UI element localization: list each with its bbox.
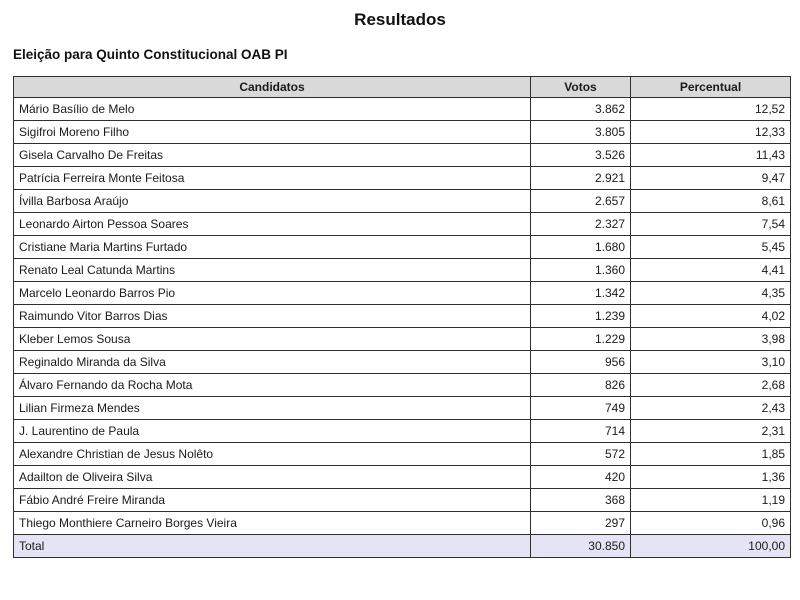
votes-cell: 2.657: [531, 190, 631, 213]
votes-cell: 2.327: [531, 213, 631, 236]
table-row: [14, 259, 791, 282]
percent-cell: 1,85: [631, 443, 791, 466]
table-row: [14, 213, 791, 236]
candidate-name-cell: Renato Leal Catunda Martins: [14, 259, 531, 282]
header-row: [14, 77, 791, 98]
column-header-percentual: Percentual: [631, 77, 791, 98]
candidate-name-cell: Marcelo Leonardo Barros Pio: [14, 282, 531, 305]
votes-cell: 368: [531, 489, 631, 512]
candidate-name-cell: Álvaro Fernando da Rocha Mota: [14, 374, 531, 397]
table-row: [14, 328, 791, 351]
table-row: [14, 190, 791, 213]
candidate-name-cell: Patrícia Ferreira Monte Feitosa: [14, 167, 531, 190]
percent-cell: 2,43: [631, 397, 791, 420]
candidate-name-cell: Ívilla Barbosa Araújo: [14, 190, 531, 213]
candidate-name-cell: Fábio André Freire Miranda: [14, 489, 531, 512]
votes-cell: 1.239: [531, 305, 631, 328]
candidate-name-cell: Adailton de Oliveira Silva: [14, 466, 531, 489]
votes-cell: 826: [531, 374, 631, 397]
percent-cell: 3,10: [631, 351, 791, 374]
candidate-name-cell: Lilian Firmeza Mendes: [14, 397, 531, 420]
results-table-header: [14, 77, 791, 98]
percent-cell: 0,96: [631, 512, 791, 535]
votes-cell: 2.921: [531, 167, 631, 190]
table-row: [14, 420, 791, 443]
candidate-name-cell: Mário Basílio de Melo: [14, 98, 531, 121]
candidate-name-cell: Cristiane Maria Martins Furtado: [14, 236, 531, 259]
votes-cell: 1.342: [531, 282, 631, 305]
table-row: [14, 236, 791, 259]
percent-cell: 12,33: [631, 121, 791, 144]
votes-cell: 572: [531, 443, 631, 466]
column-header-candidatos: Candidatos: [14, 77, 531, 98]
table-row: [14, 98, 791, 121]
candidate-name-cell: Thiego Monthiere Carneiro Borges Vieira: [14, 512, 531, 535]
percent-cell: 4,41: [631, 259, 791, 282]
percent-cell: 12,52: [631, 98, 791, 121]
percent-cell: 8,61: [631, 190, 791, 213]
votes-cell: 1.360: [531, 259, 631, 282]
votes-cell: 956: [531, 351, 631, 374]
votes-cell: 3.862: [531, 98, 631, 121]
candidate-name-cell: Kleber Lemos Sousa: [14, 328, 531, 351]
percent-cell: 1,19: [631, 489, 791, 512]
table-row: [14, 443, 791, 466]
votes-cell: 297: [531, 512, 631, 535]
results-table: [13, 76, 791, 558]
table-row: [14, 374, 791, 397]
table-row: [14, 167, 791, 190]
votes-cell: 420: [531, 466, 631, 489]
results-table-body: [14, 98, 791, 558]
column-header-votos: Votos: [531, 77, 631, 98]
percent-cell: 4,02: [631, 305, 791, 328]
percent-cell: 2,31: [631, 420, 791, 443]
table-row: [14, 489, 791, 512]
total-percent-cell: 100,00: [631, 535, 791, 558]
table-row: [14, 144, 791, 167]
percent-cell: 1,36: [631, 466, 791, 489]
total-row: [14, 535, 791, 558]
table-row: [14, 305, 791, 328]
table-row: [14, 121, 791, 144]
table-row: [14, 512, 791, 535]
total-label-cell: Total: [14, 535, 531, 558]
percent-cell: 4,35: [631, 282, 791, 305]
percent-cell: 3,98: [631, 328, 791, 351]
percent-cell: 7,54: [631, 213, 791, 236]
candidate-name-cell: Sigifroi Moreno Filho: [14, 121, 531, 144]
votes-cell: 3.526: [531, 144, 631, 167]
candidate-name-cell: J. Laurentino de Paula: [14, 420, 531, 443]
candidate-name-cell: Reginaldo Miranda da Silva: [14, 351, 531, 374]
percent-cell: 2,68: [631, 374, 791, 397]
votes-cell: 3.805: [531, 121, 631, 144]
table-row: [14, 351, 791, 374]
votes-cell: 1.229: [531, 328, 631, 351]
votes-cell: 1.680: [531, 236, 631, 259]
table-row: [14, 466, 791, 489]
percent-cell: 11,43: [631, 144, 791, 167]
candidate-name-cell: Alexandre Christian de Jesus Nolêto: [14, 443, 531, 466]
votes-cell: 749: [531, 397, 631, 420]
total-votes-cell: 30.850: [531, 535, 631, 558]
candidate-name-cell: Leonardo Airton Pessoa Soares: [14, 213, 531, 236]
percent-cell: 5,45: [631, 236, 791, 259]
page-title: Resultados: [354, 10, 446, 29]
candidate-name-cell: Gisela Carvalho De Freitas: [14, 144, 531, 167]
table-row: [14, 282, 791, 305]
section-title: Eleição para Quinto Constitucional OAB PI: [13, 47, 288, 62]
table-row: [14, 397, 791, 420]
percent-cell: 9,47: [631, 167, 791, 190]
candidate-name-cell: Raimundo Vitor Barros Dias: [14, 305, 531, 328]
votes-cell: 714: [531, 420, 631, 443]
